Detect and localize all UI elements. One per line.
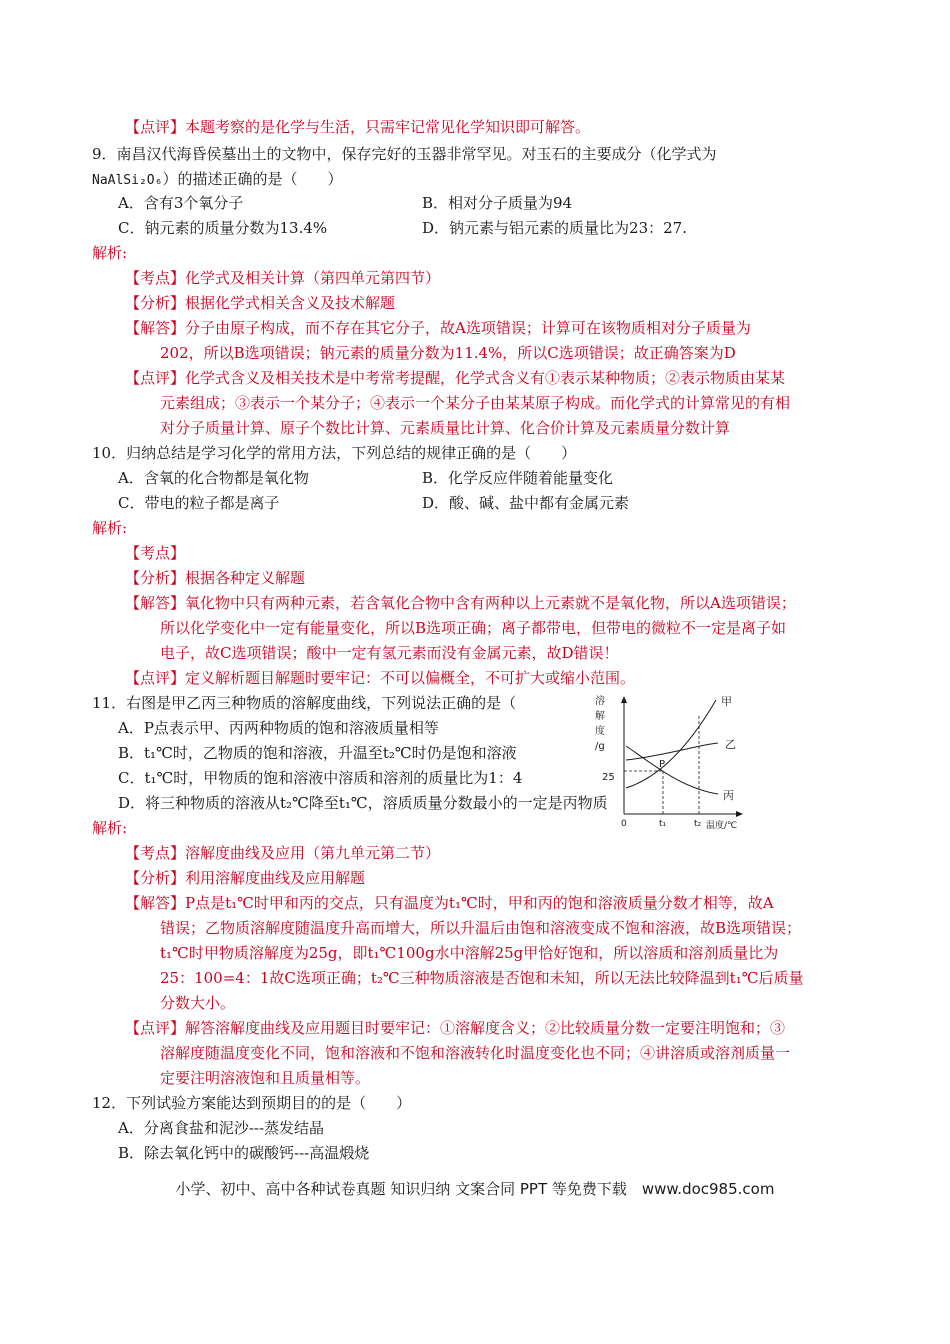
q10-analysis-label: 解析:	[92, 519, 128, 537]
curve-yi	[626, 743, 718, 760]
q9-formula: NaAlSi₂O₆	[92, 173, 163, 188]
curve-bing	[626, 746, 718, 794]
q9-jieda-1: 【解答】分子由原子构成，而不存在其它分子，故A选项错误；计算可在该物质相对分子质量为	[125, 319, 751, 337]
q9-kaodian: 【考点】化学式及相关计算（第四单元第四节）	[125, 269, 441, 287]
x-axis-arrow	[736, 811, 743, 817]
q11-option-c: C．t₁℃时，甲物质的饱和溶液中溶质和溶剂的质量比为1：4	[118, 769, 523, 787]
q9-option-c: C．钠元素的质量分数为13.4%	[118, 219, 328, 237]
q11-jieda-3: t₁℃时甲物质溶解度为25g，即t₁℃100g水中溶解25g甲恰好饱和，所以溶质和溶剂质量比为	[160, 944, 779, 962]
q11-analysis-label: 解析:	[92, 819, 128, 837]
q11-jieda-2: 错误；乙物质溶解度随温度升高而增大，所以升温后由饱和溶液变成不饱和溶液，故B选项错误；	[160, 919, 802, 937]
q9-dianping-3: 对分子质量计算、原子个数比计算、元素质量比计算、化合价计算及元素质量分数计算	[160, 419, 731, 437]
x-tick-t2: t₂	[694, 819, 702, 829]
q9-analysis-label: 解析:	[92, 244, 128, 262]
q9-option-b: B．相对分子质量为94	[422, 194, 573, 212]
q11-jieda-5: 分数大小。	[160, 994, 236, 1012]
ylabel-char-3: 度	[595, 726, 605, 737]
q11-jieda-4: 25：100=4：1故C选项正确；t₂℃三种物质溶液是否饱和未知，所以无法比较降温到t₁℃后质量	[160, 969, 804, 987]
x-tick-t1: t₁	[659, 819, 667, 829]
q10-option-c: C．带电的粒子都是离子	[118, 494, 280, 512]
series-label-bing: 丙	[723, 789, 734, 802]
q10-option-a: A．含氧的化合物都是氧化物	[118, 469, 309, 487]
q10-jieda-2: 所以化学变化中一定有能量变化，所以B选项正确；离子都带电，但带电的微粒不一定是离子如	[160, 619, 787, 637]
q11-dianping-2: 溶解度随温度变化不同，饱和溶液和不饱和溶液转化时温度变化也不同；④讲溶质或溶剂质量一	[160, 1044, 791, 1062]
footer-download-note: 小学、初中、高中各种试卷真题 知识归纳 文案合同 PPT 等免费下载 www.doc985.com	[175, 1180, 775, 1198]
q9-stem-line2	[92, 169, 342, 191]
ylabel-char-2: 解	[595, 711, 605, 722]
q10-option-d: D．酸、碱、盐中都有金属元素	[422, 494, 630, 512]
series-label-jia: 甲	[721, 695, 732, 708]
ylabel-char-4: /g	[595, 741, 605, 752]
series-label-yi: 乙	[725, 738, 736, 751]
q9-jieda-2: 202，所以B选项错误；钠元素的质量分数为11.4%，所以C选项错误；故正确答案为D	[160, 344, 736, 362]
q10-fenxi: 【分析】根据各种定义解题	[125, 569, 306, 587]
q9-option-d: D．钠元素与铝元素的质量比为23：27.	[422, 219, 687, 237]
curve-jia	[626, 700, 716, 788]
solubility-curve-figure	[588, 690, 748, 830]
q10-option-b: B．化学反应伴随着能量变化	[422, 469, 614, 487]
q11-option-b: B．t₁℃时，乙物质的饱和溶液，升温至t₂℃时仍是饱和溶液	[118, 744, 517, 762]
q10-jieda-1: 【解答】氧化物中只有两种元素，若含氧化合物中含有两种以上元素就不是氧化物，所以A选项错误；	[125, 594, 796, 612]
q9-dianping-1: 【点评】化学式含义及相关技术是中考常考提醒，化学式含义有①表示某种物质；②表示物质由某某	[125, 369, 786, 387]
q11-dianping-3: 定要注明溶液饱和且质量相等。	[160, 1069, 371, 1087]
x-axis-label: 温度/℃	[706, 821, 738, 830]
q11-jieda-1: 【解答】P点是t₁℃时甲和丙的交点，只有温度为t₁℃时，甲和丙的饱和溶液质量分数才相等，故A	[125, 894, 774, 912]
y-tick-25: 25	[602, 772, 615, 783]
q11-kaodian: 【考点】溶解度曲线及应用（第九单元第二节）	[125, 844, 441, 862]
q11-dianping-1: 【点评】解答溶解度曲线及应用题目时要牢记：①溶解度含义；②比较质量分数一定要注明饱和；③	[125, 1019, 786, 1037]
q11-fenxi: 【分析】利用溶解度曲线及应用解题	[125, 869, 366, 887]
q10-kaodian: 【考点】	[125, 544, 186, 562]
q9-dianping-2: 元素组成；③表示一个某分子；④表示一个某分子由某某原子构成。而化学式的计算常见的有相	[160, 394, 791, 412]
x-origin-label: 0	[621, 819, 627, 829]
q9-option-a: A．含有3个氧分子	[118, 194, 244, 212]
q10-dianping: 【点评】定义解析题目解题时要牢记：不可以偏概全，不可扩大或缩小范围。	[125, 669, 636, 687]
q9-fenxi: 【分析】根据化学式相关含义及技术解题	[125, 294, 396, 312]
q10-stem: 10．归纳总结是学习化学的常用方法，下列总结的规律正确的是（ ）	[92, 444, 577, 462]
q9-stem: 9．南昌汉代海昏侯墓出土的文物中，保存完好的玉器非常罕见。对玉石的主要成分（化学式为	[92, 145, 717, 163]
point-p-label: P	[659, 759, 666, 770]
q12-stem: 12．下列试验方案能达到预期目的的是（ ）	[92, 1094, 412, 1112]
intro-review: 【点评】本题考察的是化学与生活，只需牢记常见化学知识即可解答。	[125, 118, 591, 136]
y-axis-arrow	[621, 696, 627, 703]
q11-stem: 11．右图是甲乙丙三种物质的溶解度曲线，下列说法正确的是（	[92, 694, 517, 712]
q12-option-b: B．除去氧化钙中的碳酸钙---高温煅烧	[118, 1144, 370, 1162]
q12-option-a: A．分离食盐和泥沙---蒸发结晶	[118, 1119, 325, 1137]
q11-option-a: A．P点表示甲、丙两种物质的饱和溶液质量相等	[118, 719, 439, 737]
q10-jieda-3: 电子，故C选项错误；酸中一定有氢元素而没有金属元素，故D错误！	[160, 644, 619, 662]
ylabel-char-1: 溶	[595, 696, 605, 707]
q9-stem-suffix: ）的描述正确的是（ ）	[162, 170, 343, 188]
q11-option-d: D．将三种物质的溶液从t₂℃降至t₁℃，溶质质量分数最小的一定是丙物质	[118, 794, 608, 812]
